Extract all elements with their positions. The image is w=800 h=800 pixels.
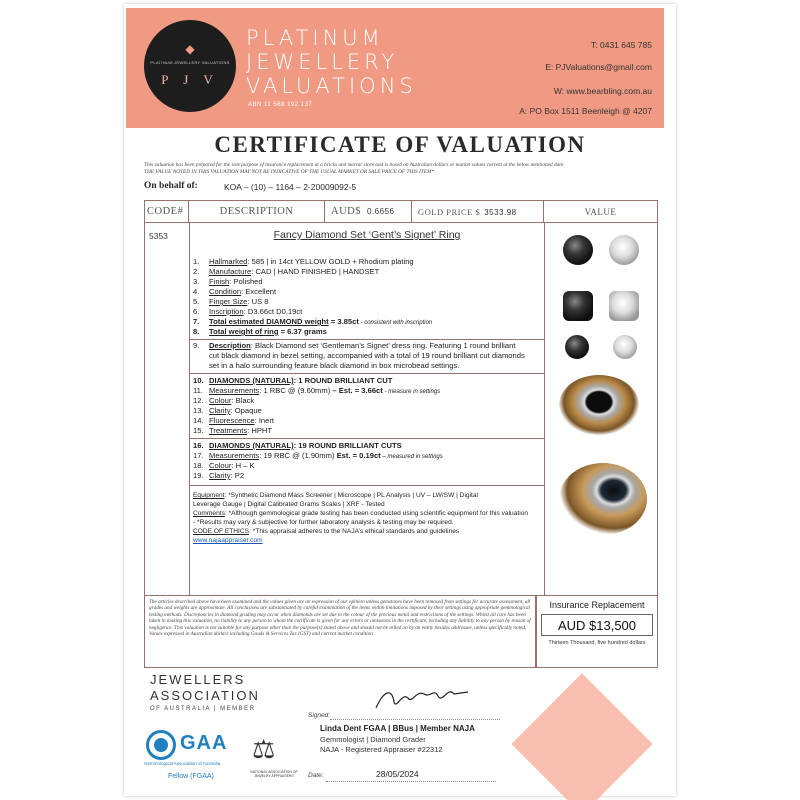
spec-line: 13. Clarity: Opaque <box>193 406 262 415</box>
spec-line: 19. Clarity: P2 <box>193 471 245 480</box>
spec-line: 2. Manufacture: CAD | HAND FINISHED | HANDSET <box>193 267 380 276</box>
disclaimer-text: The articles described above have been examined and the values given are an expression of our opinion unless gemstones have been removed from settings for accurate assessment, all grades and weights are approximate. All conclusions are substantiated by careful examination of the items within limitations imposed by their settings using appropriate gemmological testing methods. Discrepancies in diamond grading may occur when diamonds are set due to the colour of the precious metal and restrictions of the settings. Whilst all care has been taken in making this valuation, no liability to any person to whom the certificate is given for any errors or omissions in the certificate, including any liability to any person by reason of negligence. This valuation is not suitable for any purpose other than the purpose(s) stated above and should not be relied on by an entity besides addressee, unless specifically noted. Values expressed in Australian dollars including Goods & Services Tax (GST) and current market condition. <box>144 596 536 668</box>
signature <box>372 684 472 712</box>
contact-website: W: www.bearbling.com.au <box>553 86 652 96</box>
naja-link[interactable]: www.najaappraiser.com <box>193 537 263 544</box>
behalf-reference: KOA – (10) – 1164 – 2-20009092-5 <box>224 182 357 192</box>
spec-line: 1. Hallmarked: 585 | in 14ct YELLOW GOLD + Rhodium plating <box>193 257 414 266</box>
diamond-icon: ◆ <box>185 42 195 56</box>
header-description: DESCRIPTION <box>189 201 325 222</box>
spec-line: cut black diamond in bezel setting, accompanied with a total of 19 round brilliant cut diamonds <box>209 351 525 360</box>
valuation-table <box>144 200 658 596</box>
spec-line: 6. Inscription: D3.66ct D0.19ct <box>193 307 303 316</box>
spec-line: 18. Colour: H – K <box>193 461 255 470</box>
signer-title: Gemmologist | Diamond Grader <box>320 735 426 744</box>
naja-name: NATIONAL ASSOCIATION OF JEWELRY APPRAISERS <box>250 770 298 779</box>
logo-tagline: PLATINUM JEWELLERY VALUATIONS <box>150 60 230 65</box>
signature-line <box>330 719 500 720</box>
gaa-logo-text: GAA <box>180 732 228 754</box>
item-title: Fancy Diamond Set ‘Gent’s Signet’ Ring <box>273 229 461 241</box>
header-code: CODE# <box>145 201 189 222</box>
header-aud <box>325 201 412 222</box>
item-code: 5353 <box>149 231 168 241</box>
gaa-full-name: Gemmological Association of Australia <box>144 761 221 766</box>
page-title: CERTIFICATE OF VALUATION <box>214 132 586 157</box>
scales-icon: ⚖ <box>252 734 276 764</box>
ring-top-view-photo <box>559 375 639 435</box>
spec-line: 5. Finger Size: US 8 <box>193 297 269 306</box>
spec-line: 10. DIAMONDS (NATURAL): 1 ROUND BRILLIANT CUT <box>193 376 393 385</box>
white-diamond-photo <box>609 291 639 321</box>
row-divider <box>190 438 544 439</box>
insurance-label: Insurance Replacement <box>549 600 645 610</box>
gaa-fellow: Fellow (FGAA) <box>168 773 214 780</box>
ja-logo-line2: ASSOCIATION <box>150 688 260 703</box>
row-divider <box>190 339 544 340</box>
signed-label: Signed: <box>308 712 331 719</box>
column-divider <box>189 223 190 595</box>
intro-disclaimer: THE VALUE NOTED IN THIS VALUATION MAY NOT BE INDICATIVE OF THE USUAL MARKET OR SALE PRICE OF THIS ITEM* <box>144 169 435 175</box>
signer-name: Linda Dent FGAA | BBus | Member NAJA <box>320 724 475 733</box>
spec-line: 3. Finish: Polished <box>193 277 263 286</box>
spec-line: 16. DIAMONDS (NATURAL): 19 ROUND BRILLIANT CUTS <box>193 441 402 450</box>
letterhead <box>126 8 664 128</box>
header-gold-price <box>412 201 544 222</box>
spec-line: 4. Condition: Excellent <box>193 287 277 296</box>
spec-line: 12. Colour: Black <box>193 396 255 405</box>
comments-line: - *Results may vary & subjective for further laboratory analysis & testing may be required. <box>193 519 454 526</box>
column-divider <box>544 223 545 595</box>
logo-initials: P J V <box>161 72 219 87</box>
row-divider <box>190 373 544 374</box>
certificate-page <box>124 4 676 796</box>
comments-line: Comments: *Although gemmological grade testing has been conducted using scientific equipment for this valuation <box>193 510 529 517</box>
insurance-amount-words: Thirteen Thousand, five hundred dollars <box>548 640 646 646</box>
row-divider <box>190 485 544 486</box>
aud-rate: 0.6656 <box>367 207 395 216</box>
ja-member-text: OF AUSTRALIA | MEMBER <box>150 706 256 712</box>
equipment-line: Equipment: *Synthetic Diamond Mass Screener | Microscope | PL Analysis | UV – LW/SW | Digital <box>193 492 479 499</box>
spec-line: 17. Measurements: 19 RBC @ (1.90mm) Est. = 0.19ct – measured in settings <box>193 451 443 460</box>
intro-text: This valuation has been prepared for the sole purpose of insurance replacement at a bricks and mortar store and is based on Australian dollars or market values current at the below mentioned date. <box>144 162 565 168</box>
date-line <box>326 781 496 782</box>
equipment-line: Leverage Gauge | Digital Calibrated Grams Scales | XRF - Tested <box>193 501 385 508</box>
white-diamond-photo <box>609 235 639 265</box>
behalf-label: On behalf of: <box>144 181 198 191</box>
ja-logo-line1: JEWELLERS <box>150 672 246 687</box>
contact-email: E: PJValuations@gmail.com <box>545 62 652 72</box>
brand-name-line1: PLATINUM <box>246 26 384 50</box>
pjv-logo <box>144 20 236 112</box>
spec-line: 11. Measurements: 1 RBC @ (9.60mm) – Est. = 3.66ct - measure in settings <box>193 386 441 395</box>
insurance-amount: AUD $13,500 <box>541 614 653 636</box>
aud-label: AUD$ <box>331 206 361 217</box>
gold-price-value: 3533.98 <box>484 208 517 217</box>
abn-number: ABN 11 588 192 137 <box>248 102 313 108</box>
contact-address: A: PO Box 1511 Beenleigh @ 4207 <box>519 106 652 116</box>
gaa-logo-icon <box>146 730 176 760</box>
pjv-stamp <box>511 673 652 800</box>
gold-label: GOLD PRICE $ <box>418 207 481 217</box>
ethics-line: CODE OF ETHICS: *This appraisal adheres to the NAJA’s ethical standards and guidelines <box>193 528 460 535</box>
black-diamond-photo <box>565 335 589 359</box>
contact-phone: T: 0431 645 785 <box>591 40 652 50</box>
date-label: Date: <box>308 772 324 779</box>
black-diamond-photo <box>563 235 593 265</box>
spec-line: set in a halo surrounding feature black diamond in box microbead settings. <box>209 361 460 370</box>
brand-name-line2: JEWELLERY <box>246 50 399 74</box>
header-value: VALUE <box>584 207 617 217</box>
table-header-row <box>145 201 657 223</box>
spec-line: 15. Treatments: HPHT <box>193 426 273 435</box>
spec-line: 9. Description: Black Diamond set ‘Gentleman’s Signet’ dress ring. Featuring 1 round brilliant <box>193 341 516 350</box>
black-diamond-photo <box>563 291 593 321</box>
ring-side-view-photo <box>559 463 647 535</box>
gaa-logo-inner <box>154 738 168 752</box>
white-diamond-photo <box>613 335 637 359</box>
spec-line: 7. Total estimated DIAMOND weight = 3.85ct - consistent with inscription <box>193 317 433 326</box>
spec-line: 14. Fluorescence: Inert <box>193 416 275 425</box>
valuation-date: 28/05/2024 <box>376 769 419 779</box>
brand-name-line3: VALUATIONS <box>246 74 417 98</box>
spec-line: 8. Total weight of ring = 6.37 grams <box>193 327 327 336</box>
insurance-box <box>536 596 658 668</box>
signer-registration: NAJA - Registered Appraiser #22312 <box>320 745 443 754</box>
